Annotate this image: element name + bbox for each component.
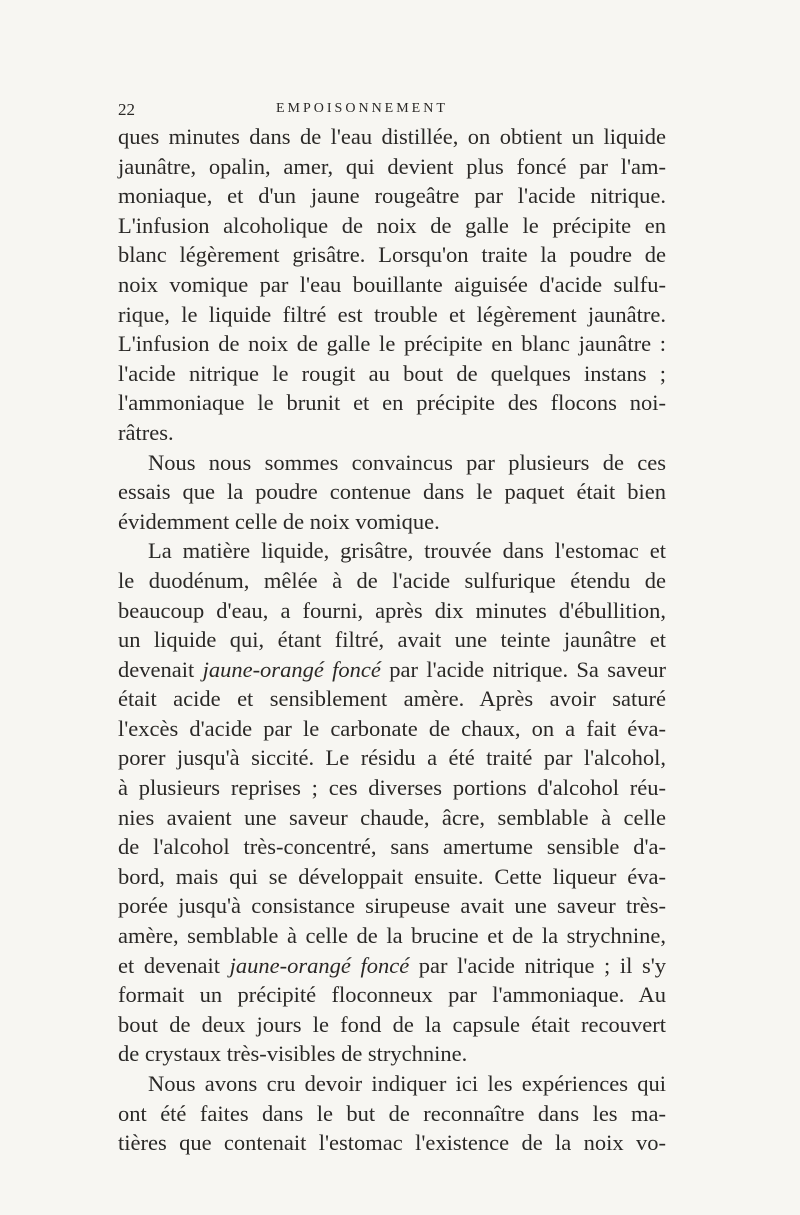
text-line: était acide et sensiblement amère. Après avoir saturé — [118, 686, 666, 712]
book-page — [118, 96, 666, 1158]
paragraph-4 — [118, 1069, 666, 1158]
paragraph-1 — [118, 122, 666, 448]
text-line: bout de deux jours le fond de la capsule était recouvert — [118, 1011, 666, 1037]
text-line: essais que la poudre contenue dans le paquet était bien — [118, 479, 666, 505]
text-line: l'excès d'acide par le carbonate de chaux, on a fait éva- — [118, 715, 666, 741]
italic-fragment: jaune-orangé foncé — [202, 656, 381, 682]
text-line: blanc légèrement grisâtre. Lorsqu'on traite la poudre de — [118, 242, 666, 268]
text-line: formait un précipité floconneux par l'ammoniaque. Au — [118, 982, 666, 1008]
text-line: de l'alcohol très-concentré, sans amertume sensible d'a- — [118, 834, 666, 860]
text-line: bord, mais qui se développait ensuite. Cette liqueur éva- — [118, 863, 666, 889]
text-line: amère, semblable à celle de la brucine et de la strychnine, — [118, 923, 666, 949]
text-line: râtres. — [118, 419, 174, 445]
text-line: moniaque, et d'un jaune rougeâtre par l'acide nitrique. — [118, 183, 666, 209]
text-line: à plusieurs reprises ; ces diverses portions d'alcohol réu- — [118, 775, 666, 801]
text-line: l'acide nitrique le rougit au bout de quelques instans ; — [118, 360, 666, 386]
text-fragment: et devenait — [118, 952, 230, 978]
text-line: L'infusion alcoholique de noix de galle le précipite en — [118, 212, 666, 238]
text-line: jaunâtre, opalin, amer, qui devient plus foncé par l'am- — [118, 153, 666, 179]
text-line: noix vomique par l'eau bouillante aiguisée d'acide sulfu- — [118, 271, 666, 297]
italic-fragment: jaune-orangé foncé — [229, 952, 410, 978]
text-line: ques minutes dans de l'eau distillée, on obtient un liquide — [118, 124, 666, 149]
text-fragment: devenait — [118, 656, 203, 682]
text-line: ont été faites dans le but de reconnaître dans les ma- — [118, 1100, 666, 1126]
text-line: un liquide qui, étant filtré, avait une teinte jaunâtre et — [118, 627, 666, 653]
text-line: porer jusqu'à siccité. Le résidu a été traité par l'alcohol, — [118, 745, 666, 771]
text-fragment: par l'acide nitrique ; il s'y — [409, 952, 667, 978]
text-line: porée jusqu'à consistance sirupeuse avait une saveur très- — [118, 893, 666, 919]
text-line: le duodénum, mêlée à de l'acide sulfurique étendu de — [118, 567, 666, 593]
paragraph-3 — [118, 536, 666, 1069]
running-title: EMPOISONNEMENT — [276, 101, 448, 116]
page-header — [118, 96, 666, 122]
text-line-mixed — [118, 951, 666, 981]
page-number: 22 — [118, 100, 135, 119]
text-line: L'infusion de noix de galle le précipite en blanc jaunâtre : — [118, 331, 666, 357]
text-line-mixed — [118, 655, 666, 685]
text-line: La matière liquide, grisâtre, trouvée dans l'estomac et — [148, 538, 666, 564]
text-line: de crystaux très-visibles de strychnine. — [118, 1041, 468, 1067]
text-line: Nous avons cru devoir indiquer ici les expériences qui — [148, 1071, 666, 1096]
text-line: l'ammoniaque le brunit et en précipite des flocons noi- — [118, 390, 666, 416]
text-fragment: par l'acide nitrique. Sa saveur — [380, 656, 667, 682]
text-line: Nous nous sommes convaincus par plusieurs de ces — [148, 449, 666, 475]
text-line: évidemment celle de noix vomique. — [118, 508, 440, 534]
text-line: beaucoup d'eau, a fourni, après dix minutes d'ébullition, — [118, 597, 666, 623]
text-line: rique, le liquide filtré est trouble et légèrement jaunâtre. — [118, 301, 666, 327]
body-text — [118, 122, 666, 1158]
text-line: tières que contenait l'estomac l'existence de la noix vo- — [118, 1130, 666, 1156]
text-line: nies avaient une saveur chaude, âcre, semblable à celle — [118, 804, 666, 830]
paragraph-2 — [118, 448, 666, 537]
